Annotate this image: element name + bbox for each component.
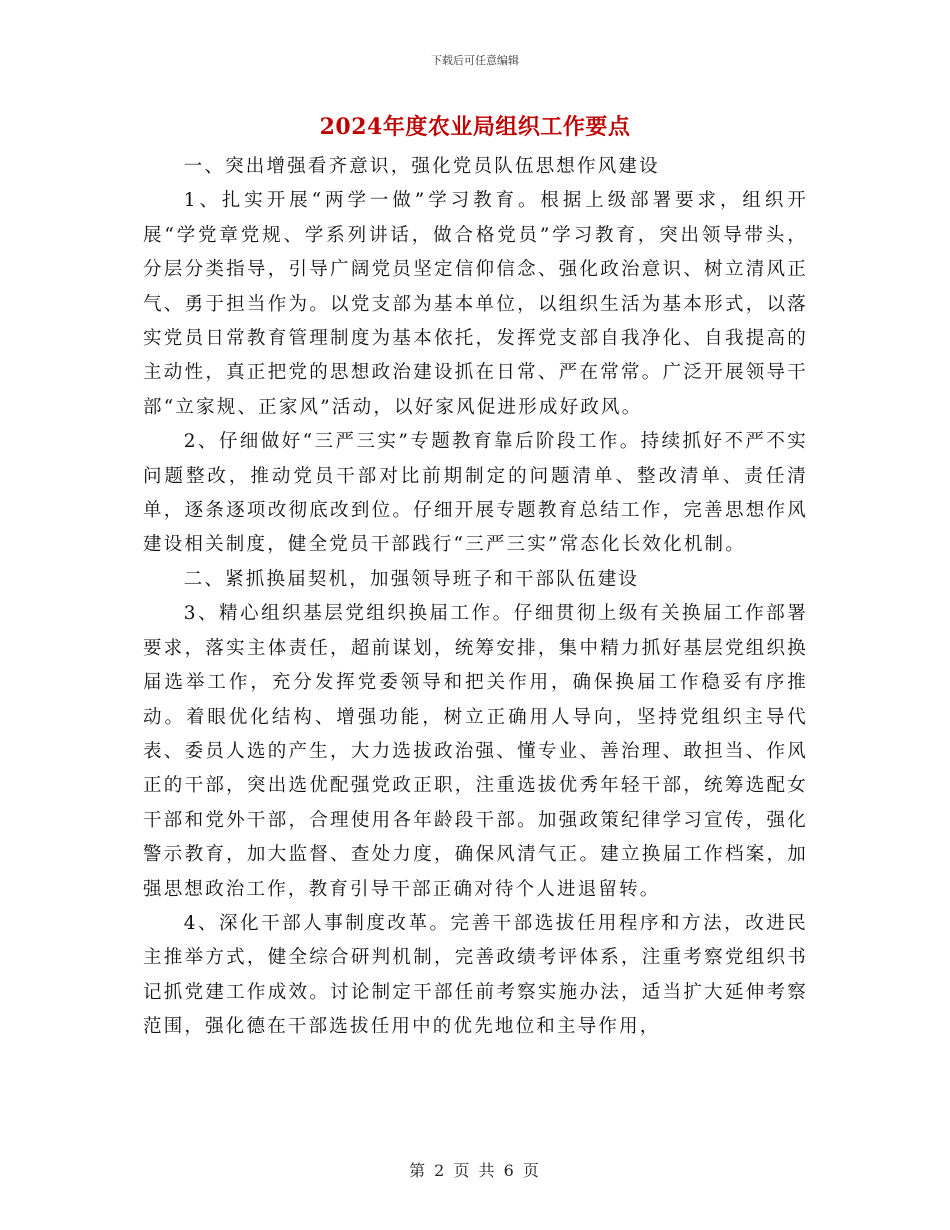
paragraph-4: 4、深化干部人事制度改革。完善干部选拔任用程序和方法，改进民主推举方式，健全综合研判机制，完善政绩考评体系，注重考察党组织书记抓党建工作成效。讨论制定干部任前考察实施办法，适当扩大延伸考察范围，强化德在干部选拔任用中的优先地位和主导作用， <box>143 912 808 1038</box>
page-number: 第 2 页 共 6 页 <box>409 1161 541 1180</box>
section-heading-1: 一、突出增强看齐意识，强化党员队伍思想作风建设 <box>183 156 660 177</box>
paragraph-3: 3、精心组织基层党组织换届工作。仔细贯彻上级有关换届工作部署要求，落实主体责任，超前谋划，统筹安排，集中精力抓好基层党组织换届选举工作，充分发挥党委领导和把关作用，确保换届工作稳妥有序推动。着眼优化结构、增强功能，树立正确用人导向，坚持党组织主导代表、委员人选的产生，大力选拔政治强、懂专业、善治理、敢担当、作风正的干部，突出选优配强党政正职，注重选拔优秀年轻干部，统筹选配女干部和党外干部，合理使用各年龄段干部。加强政策纪律学习宣传，强化警示教育，加大监督、查处力度，确保风清气正。建立换届工作档案，加强思想政治工作，教育引导干部正确对待个人进退留转。 <box>143 603 808 900</box>
document-body <box>143 150 808 1045</box>
document-title: 2024年度农业局组织工作要点 <box>319 114 631 140</box>
page-header-note: 下载后可任意编辑 <box>431 54 519 67</box>
section-heading-2: 二、紧抓换届契机，加强领导班子和干部队伍建设 <box>183 568 640 590</box>
paragraph-2: 2、仔细做好“三严三实”专题教育靠后阶段工作。持续抓好不严不实问题整改，推动党员干部对比前期制定的问题清单、整改清单、责任清单，逐条逐项改彻底改到位。仔细开展专题教育总结工作，完善思想作风建设相关制度，健全党员干部践行“三严三实”常态化长效化机制。 <box>143 431 808 556</box>
paragraph-1: 1、扎实开展“两学一做”学习教育。根据上级部署要求，组织开展“学党章党规、学系列讲话，做合格党员”学习教育，突出领导带头，分层分类指导，引导广阔党员坚定信仰信念、强化政治意识、树立清风正气、勇于担当作为。以党支部为基本单位，以组织生活为基本形式，以落实党员日常教育管理制度为基本依托，发挥党支部自我净化、自我提高的主动性，真正把党的思想政治建设抓在日常、严在常常。广泛开展领导干部“立家规、正家风”活动，以好家风促进形成好政风。 <box>143 190 808 418</box>
